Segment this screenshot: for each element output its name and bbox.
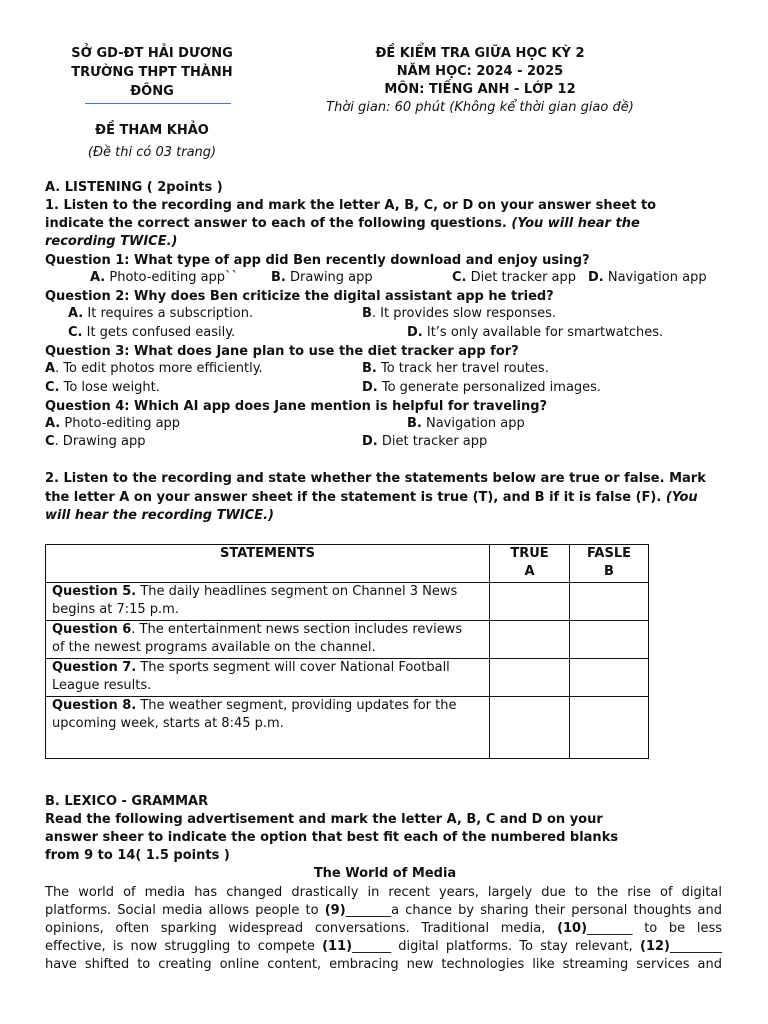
time-note: Thời gian: 60 phút (Không kể thời gian giao đề) [326,100,634,115]
part2-instruction-3: will hear the recording TWICE.) [45,508,274,523]
table-row [46,621,649,659]
table-row [46,583,649,621]
passage-line-1: The world of media has changed drastically in recent years, largely due to the rise of digital [45,885,722,900]
passage-line-2: platforms. Social media allows people to (9)_______a chance by sharing their personal thoughts and [45,903,722,918]
q3-option-a: A. To edit photos more efficiently. [45,361,263,376]
answer-cell-false[interactable] [570,697,649,759]
question-1-stem: Question 1: What type of app did Ben recently download and enjoy using? [45,253,590,268]
doc-type: ĐỀ THAM KHẢO [95,123,209,138]
part1-instruction-3: recording TWICE.) [45,234,178,249]
lexico-instruction: Read the following advertisement and mark the letter A, B, C and D on your [45,812,603,827]
answer-cell-false[interactable] [570,621,649,659]
q2-option-a: A. It requires a subscription. [68,306,254,321]
q4-option-b: B. Navigation app [407,416,525,431]
listening-heading: A. LISTENING ( 2points ) [45,180,223,195]
question-3-stem: Question 3: What does Jane plan to use the diet tracker app for? [45,344,519,359]
true-false-table [45,544,649,759]
passage-title: The World of Media [313,866,457,881]
q4-option-a: A. Photo-editing app [45,416,181,431]
answer-cell-true[interactable] [490,621,570,659]
header-divider [85,103,231,104]
department-name: SỞ GD-ĐT HẢI DƯƠNG [71,46,233,61]
statement-q7: Question 7. The sports segment will cover National Football League results. [46,659,490,697]
col-statements: STATEMENTS [46,545,490,583]
lexico-instruction-2: answer sheer to indicate the option that best fit each of the numbered blanks [45,830,619,845]
q1-option-d: D. Navigation app [588,270,707,285]
subject: MÔN: TIẾNG ANH - LỚP 12 [384,82,576,97]
q2-option-b: B. It provides slow responses. [362,306,557,321]
passage-line-4: effective, is now struggling to compete (11)______ digital platforms. To stay relevant, (12)________ [45,939,722,954]
school-name-cont: ĐÔNG [130,84,174,99]
statement-q5: Question 5. The daily headlines segment on Channel 3 News begins at 7:15 p.m. [46,583,490,621]
passage-line-5: have shifted to creating online content, embracing new technologies like streaming services and [45,957,722,972]
q3-option-c: C. To lose weight. [45,380,160,395]
table-row [46,659,649,697]
question-2-stem: Question 2: Why does Ben criticize the digital assistant app he tried? [45,289,554,304]
table-row [46,697,649,759]
q1-option-a: A. Photo-editing app`` [90,270,239,285]
q3-option-d: D. To generate personalized images. [362,380,602,395]
table-header-row [46,545,649,583]
part1-instruction-2: indicate the correct answer to each of the following questions. (You will hear the [45,216,640,231]
q1-option-c: C. Diet tracker app [452,270,577,285]
q3-option-b: B. To track her travel routes. [362,361,549,376]
statement-q8: Question 8. The weather segment, providing updates for the upcoming week, starts at 8:45 p.m. [46,697,490,759]
exam-title: ĐỀ KIỂM TRA GIỮA HỌC KỲ 2 [375,46,585,61]
statement-q6: Question 6. The entertainment news section includes reviews of the newest programs available on the channel. [46,621,490,659]
part2-instruction: 2. Listen to the recording and state whether the statements below are true or false. Mark [45,471,706,486]
q2-option-d: D. It’s only available for smartwatches. [407,325,664,340]
answer-cell-false[interactable] [570,659,649,697]
col-false: FASLE B [570,545,649,583]
answer-cell-true[interactable] [490,583,570,621]
school-year: NĂM HỌC: 2024 - 2025 [396,64,564,79]
passage-line-3: opinions, often sparking widespread conversations. Traditional media, (10)_______ to be less [45,921,722,936]
pages-note: (Đề thi có 03 trang) [87,145,217,160]
question-4-stem: Question 4: Which AI app does Jane mention is helpful for traveling? [45,399,548,414]
answer-cell-false[interactable] [570,583,649,621]
q1-option-b: B. Drawing app [271,270,373,285]
lexico-heading: B. LEXICO - GRAMMAR [45,794,209,809]
part2-instruction-2: the letter A on your answer sheet if the statement is true (T), and B if it is false (F). (You [45,490,698,505]
col-true: TRUE A [490,545,570,583]
q4-option-d: D. Diet tracker app [362,434,488,449]
answer-cell-true[interactable] [490,697,570,759]
q4-option-c: C. Drawing app [45,434,146,449]
lexico-instruction-3: from 9 to 14( 1.5 points ) [45,848,230,863]
answer-cell-true[interactable] [490,659,570,697]
q2-option-c: C. It gets confused easily. [68,325,236,340]
school-name: TRƯỜNG THPT THÀNH [71,65,233,80]
part1-instruction: 1. Listen to the recording and mark the letter A, B, C, or D on your answer sheet to [45,198,657,213]
